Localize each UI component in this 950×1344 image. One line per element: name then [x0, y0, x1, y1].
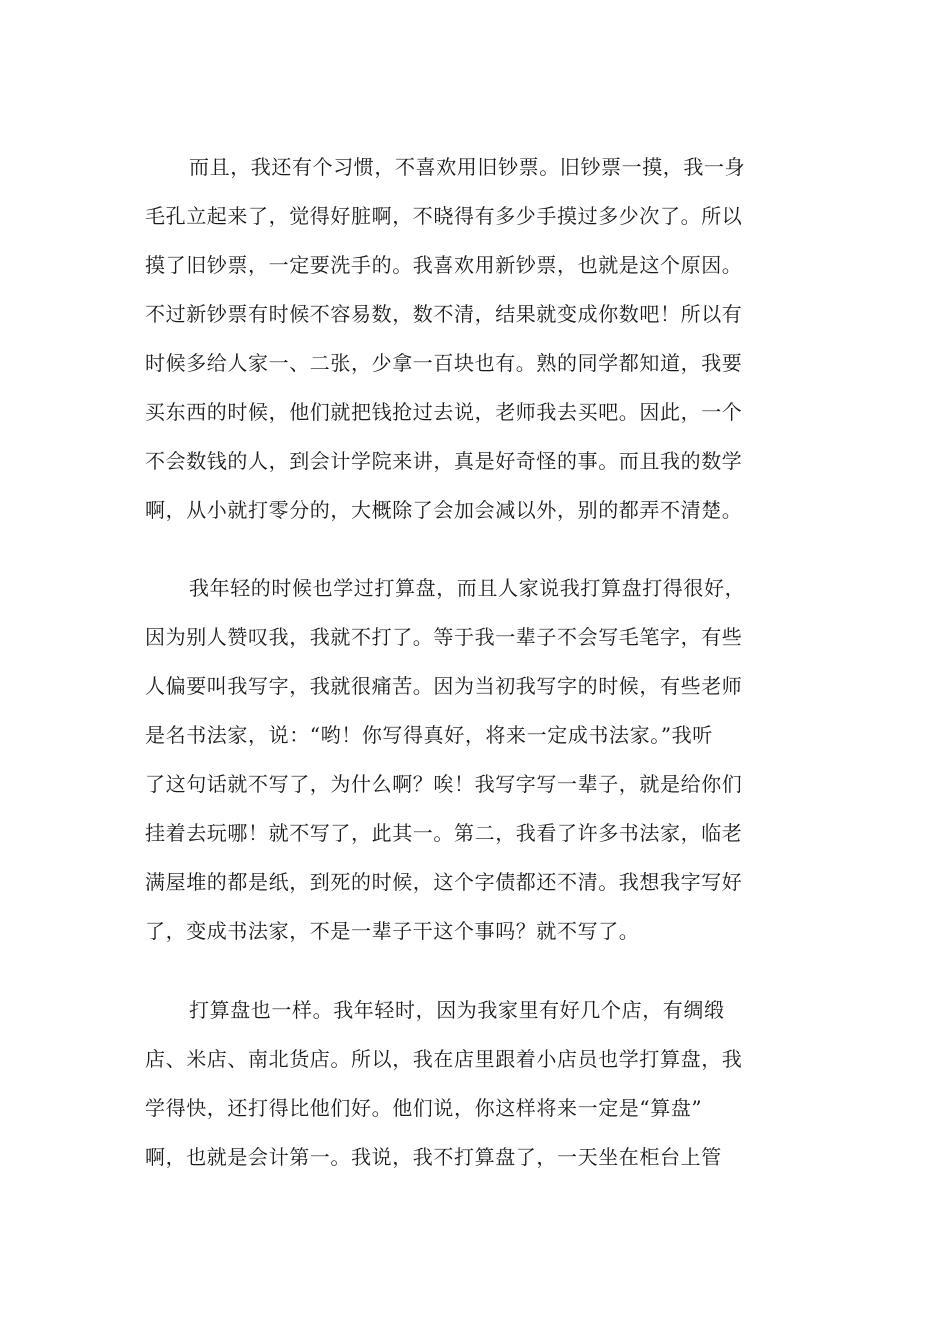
text-line: 打算盘也一样。我年轻时，因为我家里有好几个店，有绸缎 [189, 998, 725, 1022]
text-line: 而且，我还有个习惯，不喜欢用旧钞票。旧钞票一摸，我一身 [189, 155, 746, 179]
text-line: 是名书法家，说：“哟！你写得真好，将来一定成书法家。”我听 [145, 723, 713, 747]
text-line: 满屋堆的都是纸，到死的时候，这个字债都还不清。我想我字写好 [145, 870, 743, 894]
paragraph [145, 564, 815, 956]
text-line: 人偏要叫我写字，我就很痛苦。因为当初我写字的时候，有些老师 [145, 674, 743, 698]
text-line: 不会数钱的人，到会计学院来讲，真是好奇怪的事。而且我的数学 [145, 449, 743, 473]
text-line: 买东西的时候，他们就把钱抢过去说，老师我去买吧。因此，一个 [145, 400, 743, 424]
text-line: 不过新钞票有时候不容易数，数不清，结果就变成你数吧！所以有 [145, 302, 743, 326]
text-line: 毛孔立起来了，觉得好脏啊，不晓得有多少手摸过多少次了。所以 [145, 204, 743, 228]
text-line: 我年轻的时候也学过打算盘，而且人家说我打算盘打得很好， [189, 576, 746, 600]
paragraph [145, 986, 815, 1182]
text-line: 挂着去玩哪！就不写了，此其一。第二，我看了许多书法家，临老 [145, 821, 743, 845]
text-line: 了，变成书法家，不是一辈子干这个事吗？就不写了。 [145, 919, 640, 943]
text-line: 了这句话就不写了，为什么啊？唉！我写字写一辈子，就是给你们 [145, 772, 743, 796]
text-line: 时候多给人家一、二张，少拿一百块也有。熟的同学都知道，我要 [145, 351, 743, 375]
text-line: 因为别人赞叹我，我就不打了。等于我一辈子不会写毛笔字，有些 [145, 625, 743, 649]
text-line: 啊，从小就打零分的，大概除了会加会减以外，别的都弄不清楚。 [145, 498, 743, 522]
paragraph [145, 143, 815, 535]
text-line: 店、米店、南北货店。所以，我在店里跟着小店员也学打算盘，我 [145, 1047, 743, 1071]
text-line: 学得快，还打得比他们好。他们说，你这样将来一定是“算盘” [145, 1096, 703, 1120]
text-line: 啊，也就是会计第一。我说，我不打算盘了，一天坐在柜台上管 [145, 1145, 722, 1169]
text-line: 摸了旧钞票，一定要洗手的。我喜欢用新钞票，也就是这个原因。 [145, 253, 743, 277]
